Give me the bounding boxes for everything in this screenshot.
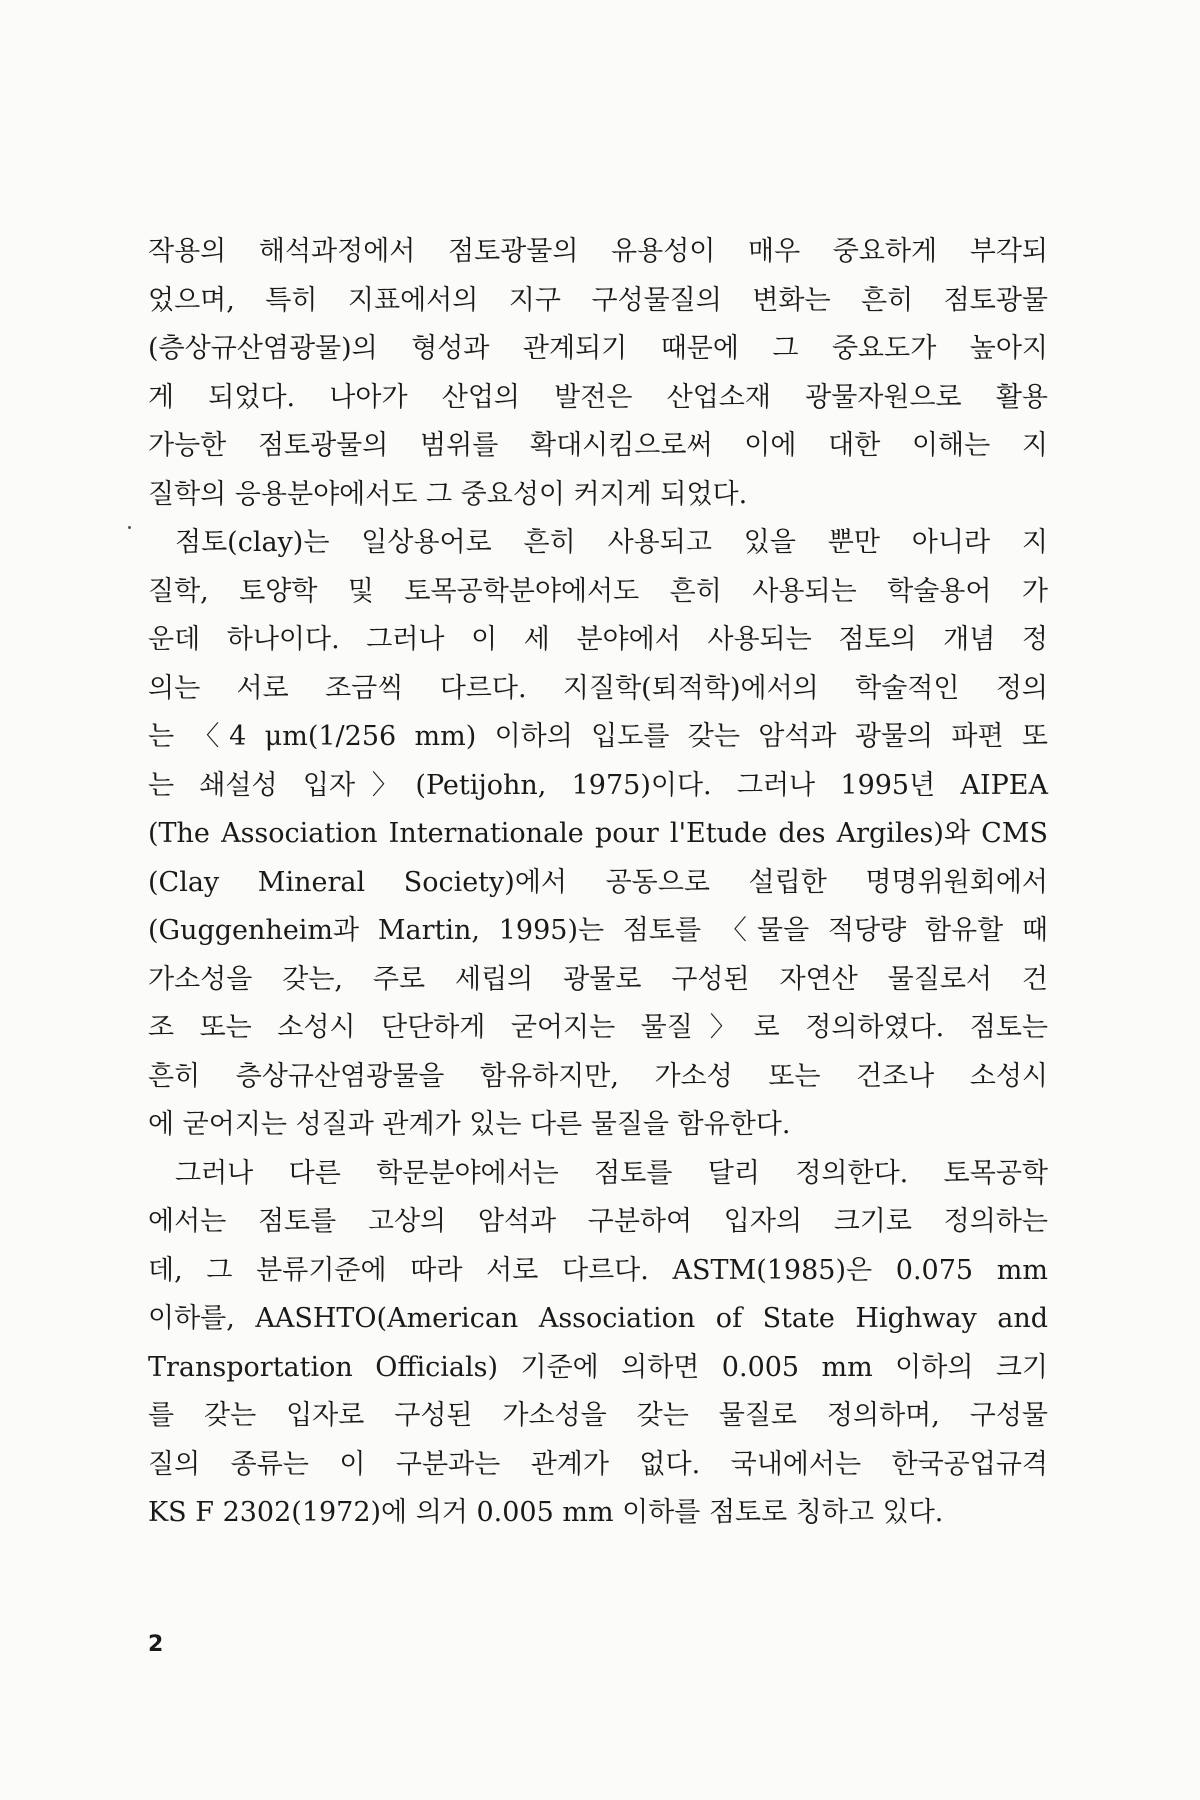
stray-mark xyxy=(128,526,131,529)
text-line: 데, 그 분류기준에 따라 서로 다르다. ASTM(1985)은 0.075 mm xyxy=(148,1254,1048,1286)
text-line: 이하를, AASHTO(American Association of State Highway and xyxy=(148,1303,1048,1334)
text-line: 를 갖는 입자로 구성된 가소성을 갖는 물질로 정의하며, 구성물 xyxy=(148,1400,1048,1431)
body-text xyxy=(148,228,1048,1538)
text-line: 는 〈4 μm(1/256 mm) 이하의 입도를 갖는 암석과 광물의 파편 또 xyxy=(148,721,1048,752)
paragraph-3 xyxy=(148,1150,1048,1538)
text-line: 가능한 점토광물의 범위를 확대시킴으로써 이에 대한 이해는 지 xyxy=(148,430,1048,461)
text-line: 흔히 층상규산염광물을 함유하지만, 가소성 또는 건조나 소성시 xyxy=(148,1060,1048,1092)
text-line: 조 또는 소성시 단단하게 굳어지는 물질〉로 정의하였다. 점토는 xyxy=(148,1012,1048,1043)
paragraph-2 xyxy=(148,519,1048,1150)
text-line: 운데 하나이다. 그러나 이 세 분야에서 사용되는 점토의 개념 정 xyxy=(148,624,1048,655)
text-line: 질의 종류는 이 구분과는 관계가 없다. 국내에서는 한국공업규격 xyxy=(148,1448,1048,1480)
text-line: 의는 서로 조금씩 다르다. 지질학(퇴적학)에서의 학술적인 정의 xyxy=(148,672,1048,704)
text-line: 가소성을 갖는, 주로 세립의 광물로 구성된 자연산 물질로서 건 xyxy=(148,963,1048,995)
text-line: 에 굳어지는 성질과 관계가 있는 다른 물질을 함유한다. xyxy=(148,1109,791,1140)
text-line: (Guggenheim과 Martin, 1995)는 점토를 〈물을 적당량 함유할 때 xyxy=(148,915,1048,946)
text-line: (층상규산염광물)의 형성과 관계되기 때문에 그 중요도가 높아지 xyxy=(148,333,1048,364)
paragraph-1 xyxy=(148,228,1048,519)
page-number: 2 xyxy=(148,1632,164,1657)
text-line: 그러나 다른 학문분야에서는 점토를 달리 정의한다. 토목공학 xyxy=(175,1157,1048,1189)
text-line: KS F 2302(1972)에 의거 0.005 mm 이하를 점토로 칭하고 있다. xyxy=(148,1497,944,1528)
text-line: 점토(clay)는 일상용어로 흔히 사용되고 있을 뿐만 아니라 지 xyxy=(175,527,1048,558)
text-line: Transportation Officials) 기준에 의하면 0.005 mm 이하의 크기 xyxy=(148,1351,1048,1383)
text-line: 질학의 응용분야에서도 그 중요성이 커지게 되었다. xyxy=(148,478,748,510)
text-line: 게 되었다. 나아가 산업의 발전은 산업소재 광물자원으로 활용 xyxy=(148,381,1048,413)
text-line: 작용의 해석과정에서 점토광물의 유용성이 매우 중요하게 부각되 xyxy=(148,236,1048,267)
text-line: 질학, 토양학 및 토목공학분야에서도 흔히 사용되는 학술용어 가 xyxy=(148,575,1048,607)
text-line: (The Association Internationale pour l'Etude des Argiles)와 CMS xyxy=(148,818,1048,849)
text-line: 에서는 점토를 고상의 암석과 구분하여 입자의 크기로 정의하는 xyxy=(148,1206,1048,1237)
text-line: (Clay Mineral Society)에서 공동으로 설립한 명명위원회에서 xyxy=(148,866,1048,898)
text-line: 었으며, 특히 지표에서의 지구 구성물질의 변화는 흔히 점토광물 xyxy=(148,284,1048,316)
text-line: 는 쇄설성 입자〉(Petijohn, 1975)이다. 그러나 1995년 AIPEA xyxy=(148,769,1048,801)
